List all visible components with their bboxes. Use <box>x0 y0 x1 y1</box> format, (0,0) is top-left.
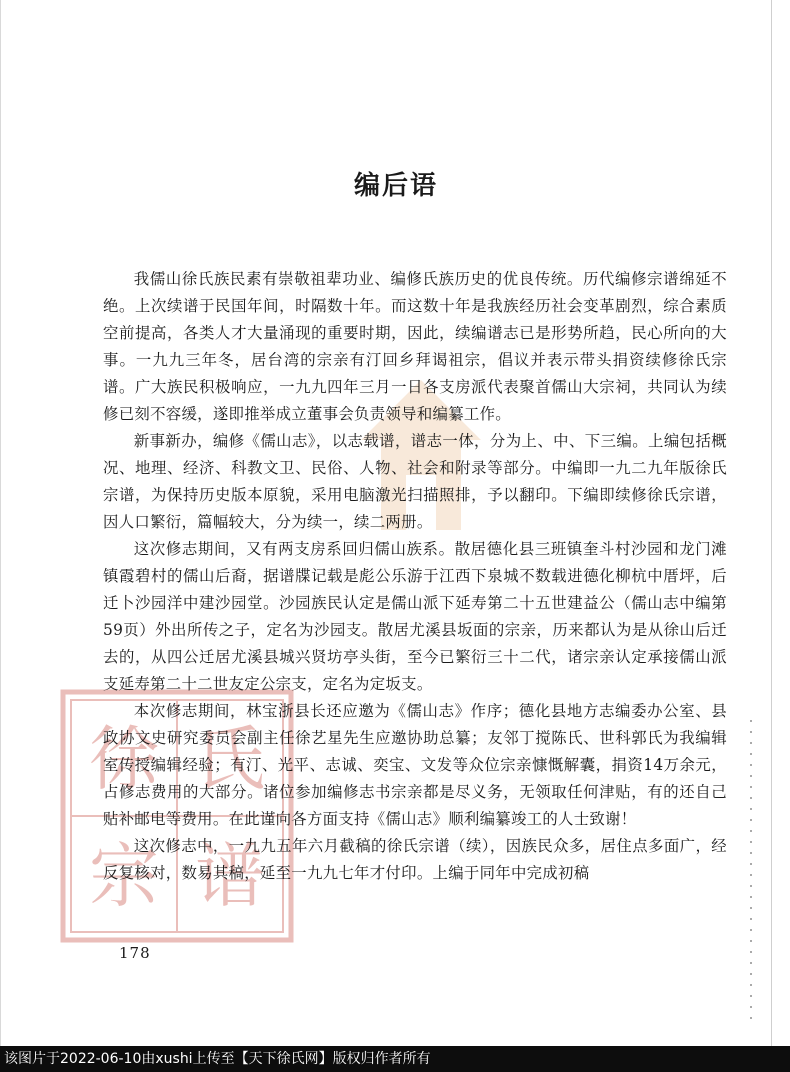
body-text <box>103 266 727 887</box>
scan-artifact-line <box>749 720 753 1020</box>
svg-text:宗: 宗 <box>89 835 159 917</box>
paragraph: 新事新办，编修《儒山志》，以志载谱，谱志一体，分为上、中、下三编。上编包括概况、地理、经济、科教文卫、民俗、人物、社会和附录等部分。中编即一九二九年版徐氏宗谱，为保持历史版本原貌，采用电脑激光扫描照排，予以翻印。下编即续修徐氏宗谱，因人口繁衍，篇幅较大，分为续一，续二两册。 <box>103 432 727 531</box>
paragraph: 本次修志期间，林宝浙县长还应邀为《儒山志》作序；德化县地方志编委办公室、县政协文史研究委员会副主任徐艺星先生应邀协助总纂；友邻丁搅陈氏、世科郭氏为我编辑室传授编辑经验；有汀、光平、志诚、奕宝、文发等众位宗亲慷慨解囊，捐资14万余元，占修志费用的大部分。诸位参加编修志书宗亲都是尽义务，无领取任何津贴，有的还自己贴补邮电等费用。在此谨向各方面支持《儒山志》顺利编纂竣工的人士致谢！ <box>103 702 727 828</box>
paragraph: 我儒山徐氏族民素有崇敬祖辈功业、编修氏族历史的优良传统。历代编修宗谱绵延不绝。上次续谱于民国年间，时隔数十年。而这数十年是我族经历社会变革剧烈，综合素质空前提高，各类人才大量涌现的重要时期，因此，续编谱志已是形势所趋，民心所向的大事。一九九三年冬，居台湾的宗亲有汀回乡拜谒祖宗，倡议并表示带头捐资续修徐氏宗谱。广大族民积极响应，一九九四年三月一日各支房派代表聚首儒山大宗祠，共同认为续修已刻不容缓，遂即推举成立董事会负责领导和编纂工作。 <box>103 270 727 423</box>
svg-text:氏: 氏 <box>195 718 265 800</box>
paragraph: 这次修志中，一九九五年六月截稿的徐氏宗谱（续），因族民众多，居住点多面广，经反复核对，数易其稿，延至一九九七年才付印。上编于同年中完成初稿 <box>103 837 727 882</box>
svg-text:谱: 谱 <box>195 835 265 917</box>
page-edge-line <box>771 0 772 1046</box>
paragraph: 这次修志期间，又有两支房系回归儒山族系。散居德化县三班镇奎斗村沙园和龙门滩镇霞碧村的儒山后裔，据谱牒记载是彪公乐游于江西下泉城不数载进德化柳杭中厝坪，后迁卜沙园洋中建沙园堂。沙园族民认定是儒山派下延寿第二十五世建益公（儒山志中编第59页）外出所传之子，定名为沙园支。散居尤溪县坂面的宗亲，历来都认为是从徐山后迁去的，从四公迁居尤溪县城兴贤坊亭头街，至今已繁衍三十二代，诸宗亲认定承接儒山派支延寿第二十二世友定公宗支，定名为定坂支。 <box>103 540 727 693</box>
page-title: 编后语 <box>353 171 438 202</box>
svg-text:徐: 徐 <box>89 718 159 800</box>
upload-credit-bar: 该图片于2022-06-10由xushi上传至【天下徐氏网】版权归作者所有 <box>0 1046 790 1072</box>
page-number: 178 <box>119 944 151 962</box>
